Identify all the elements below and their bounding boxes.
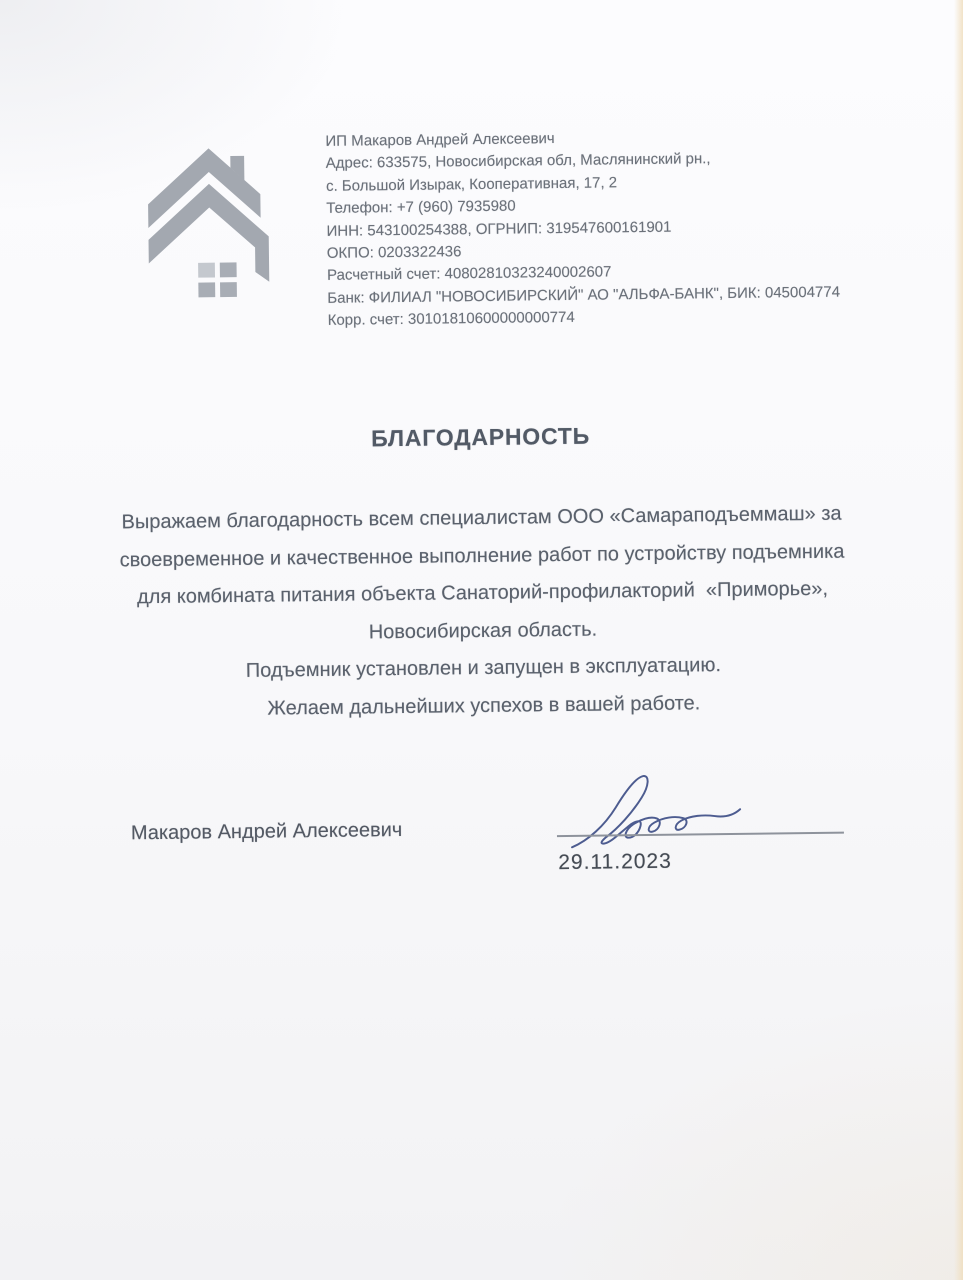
letterhead-line: Банк: ФИЛИАЛ "НОВОСИБИРСКИЙ" АО "АЛЬФА-БАНК", БИК: 045004774 [327, 283, 841, 307]
signature-date: 29.11.2023 [558, 849, 672, 875]
signature-block [556, 752, 845, 885]
letterhead-line: Корр. счет: 30101810600000000774 [327, 309, 575, 330]
body-line: Желаем дальнейших успехов в вашей работе. [267, 691, 701, 720]
letterhead [325, 124, 867, 332]
document-title: БЛАГОДАРНОСТЬ [370, 422, 591, 452]
body-line: своевременное и качественное выполнение работ по устройству подъемника [119, 540, 845, 571]
body-line: Подъемник установлен и запущен в эксплуатацию. [245, 654, 722, 682]
house-logo-icon [137, 142, 277, 304]
letterhead-line: Расчетный счет: 40802810323240002607 [326, 263, 612, 285]
body-line: Новосибирская область. [368, 618, 598, 643]
letterhead-line: ИНН: 543100254388, ОГРНИП: 319547600161901 [326, 218, 672, 240]
handwritten-signature-icon [566, 767, 747, 857]
signatory-name: Макаров Андрей Алексеевич [130, 818, 403, 845]
body-line: для комбината питания объекта Санаторий-профилакторий «Приморье», [136, 577, 829, 609]
body-paragraph [70, 495, 896, 730]
company-logo [137, 142, 277, 304]
letterhead-line: Телефон: +7 (960) 7935980 [326, 197, 516, 218]
letterhead-line: Адрес: 633575, Новосибирская обл, Маслянинский рн., [325, 150, 711, 173]
letterhead-line: ИП Макаров Андрей Алексеевич [325, 130, 555, 150]
letterhead-line: с. Большой Изырак, Кооперативная, 17, 2 [325, 174, 618, 195]
letterhead-line: ОКПО: 0203322436 [326, 243, 462, 262]
body-line: Выражаем благодарность всем специалистам ООО «Самараподъеммаш» за [121, 502, 842, 534]
